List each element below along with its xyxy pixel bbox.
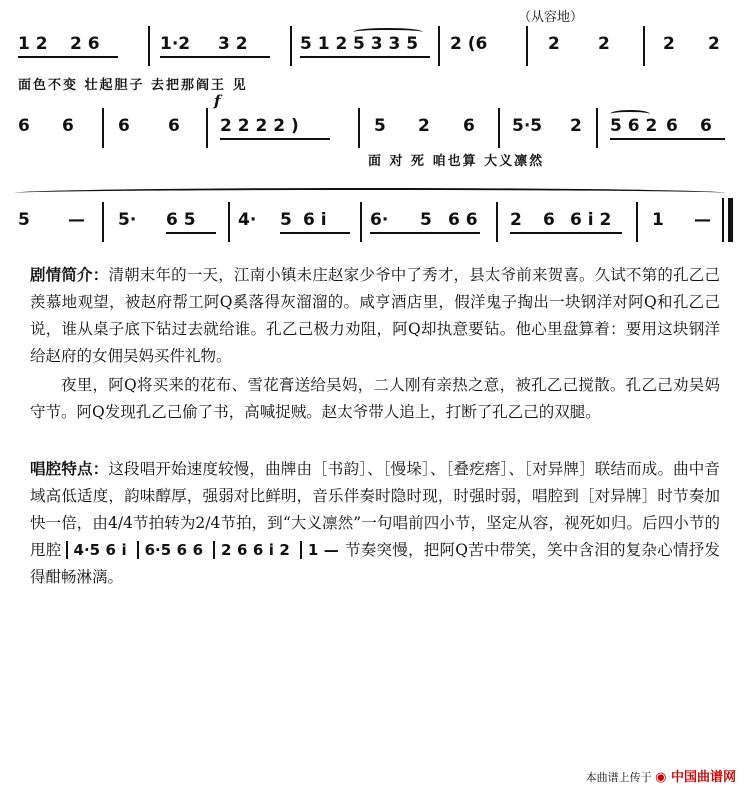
snippet-note: 1 — [300,541,345,559]
barline [358,108,360,148]
note: 6 [18,116,30,136]
note: 2 [708,34,720,54]
note: 5·5 [512,116,543,136]
tempo-marking: （从容地） [518,10,584,25]
final-barline-thick [728,198,733,242]
snippet-note: 2 6 6 i 2 [213,541,296,559]
features-text-end: 节奏突慢，把阿Q苦中带笑，笑中含泪的复杂心情抒发得酣畅淋漓。 [30,541,721,586]
dynamic-mark: f [214,92,221,110]
lyrics: 面色不变 壮起胆子 去把那阎王 见 [18,78,248,93]
footer-prefix: 本曲谱上传于 [585,771,652,784]
barline [438,26,440,66]
lyrics: 面 对 死 咱也算 大义凛然 [368,154,545,169]
note: 6 [700,116,712,136]
plot-label: 剧情简介： [30,266,109,284]
barline [206,108,208,148]
beam [280,232,350,234]
note: 5 3 3 5 [353,34,419,54]
note: 6· [370,210,389,230]
note: 6 [118,116,130,136]
score-row-1 [18,6,740,106]
note: 2 2 2 2 ) [220,116,299,136]
snippet-note: 4·5 6 i [66,541,133,559]
barline [228,202,230,242]
note: 2 6 [70,34,100,54]
barline [596,108,598,148]
note: 6 [666,116,678,136]
final-barline-thin [722,198,724,242]
note: 5 [420,210,432,230]
barline [496,202,498,242]
note: 1 2 [18,34,48,54]
note: 5· [118,210,137,230]
note: 6 6 [448,210,478,230]
note: 2 [548,34,560,54]
barline [102,202,104,242]
plot-paragraph [30,262,720,370]
note: 2 [598,34,610,54]
plot-text: 清朝末年的一天，江南小镇未庄赵家少爷中了秀才，县太爷前来贺喜。久试不第的孔乙己羡慕地观望，被赵府帮工阿Q奚落得灰溜溜的。咸亨酒店里，假洋鬼子掏出一块钢洋对阿Q和孔乙己说，谁从桌子底下钻过去就给谁。孔乙己极力劝阻，阿Q却执意要钻。他心里盘算着：要用这块钢洋给赵府的女佣吴妈买件礼物。 [30,266,720,365]
note: 5 [280,210,292,230]
barline [636,202,638,242]
note: 6 i [303,210,327,230]
note: 6 [543,210,555,230]
note: 5 6 2 [610,116,658,136]
note: — [694,210,711,230]
note: 1 [652,210,664,230]
beam [166,232,216,234]
note: 6 5 [166,210,196,230]
note: 5 [374,116,386,136]
note: 2 (6 [450,34,488,54]
plot-paragraph-2: 夜里，阿Q将买来的花布、雪花膏送给吴妈，二人刚有亲热之意，被孔乙己搅散。孔乙己劝吴妈守节。阿Q发现孔乙己偷了书，高喊捉贼。赵太爷带人追上，打断了孔乙己的双腿。 [30,376,720,421]
note: 2 [510,210,522,230]
note: — [68,210,85,230]
note: 2 [663,34,675,54]
note: 2 [418,116,430,136]
barline [526,26,528,66]
beam [370,232,480,234]
site-name[interactable]: 中国曲谱网 [670,770,736,785]
note: 6 [168,116,180,136]
note: 5 [18,210,30,230]
features-paragraph [30,456,720,591]
note: 2 [570,116,582,136]
barline [360,202,362,242]
barline [148,26,150,66]
beam [160,56,270,58]
beam [220,138,330,140]
barline [102,108,104,148]
note: 6 i 2 [570,210,612,230]
note: 6 [62,116,74,136]
beam [610,138,725,140]
footer [586,766,736,785]
note: 4· [238,210,257,230]
barline [643,26,645,66]
barline [498,108,500,148]
note: 3 2 [218,34,248,54]
beam [18,56,118,58]
snippet-note: 6·5 6 6 [137,541,209,559]
site-logo[interactable]: ◉ 中国曲谱网 [655,770,736,785]
score-row-2 [18,92,740,192]
beam [300,56,430,58]
beam [510,232,622,234]
note: 5 1 2 [300,34,348,54]
note: 6 [463,116,475,136]
note: 1·2 [160,34,191,54]
barline [290,26,292,66]
features-label: 唱腔特点： [30,460,109,478]
features-text: 这段唱开始速度较慢，曲牌由［书韵］、［慢垛］、［叠疙瘩］、［对异牌］联结而成。曲中音域高低适度，韵味醇厚，强弱对比鲜明，音乐伴奏时隐时现，时强时弱，唱腔到［对异牌］时节奏加快一倍，由4/4节拍转为2/4节拍，到“大义凛然”一句唱前四小节，坚定从容，视死如归。后四小节的甩腔 [30,460,720,559]
